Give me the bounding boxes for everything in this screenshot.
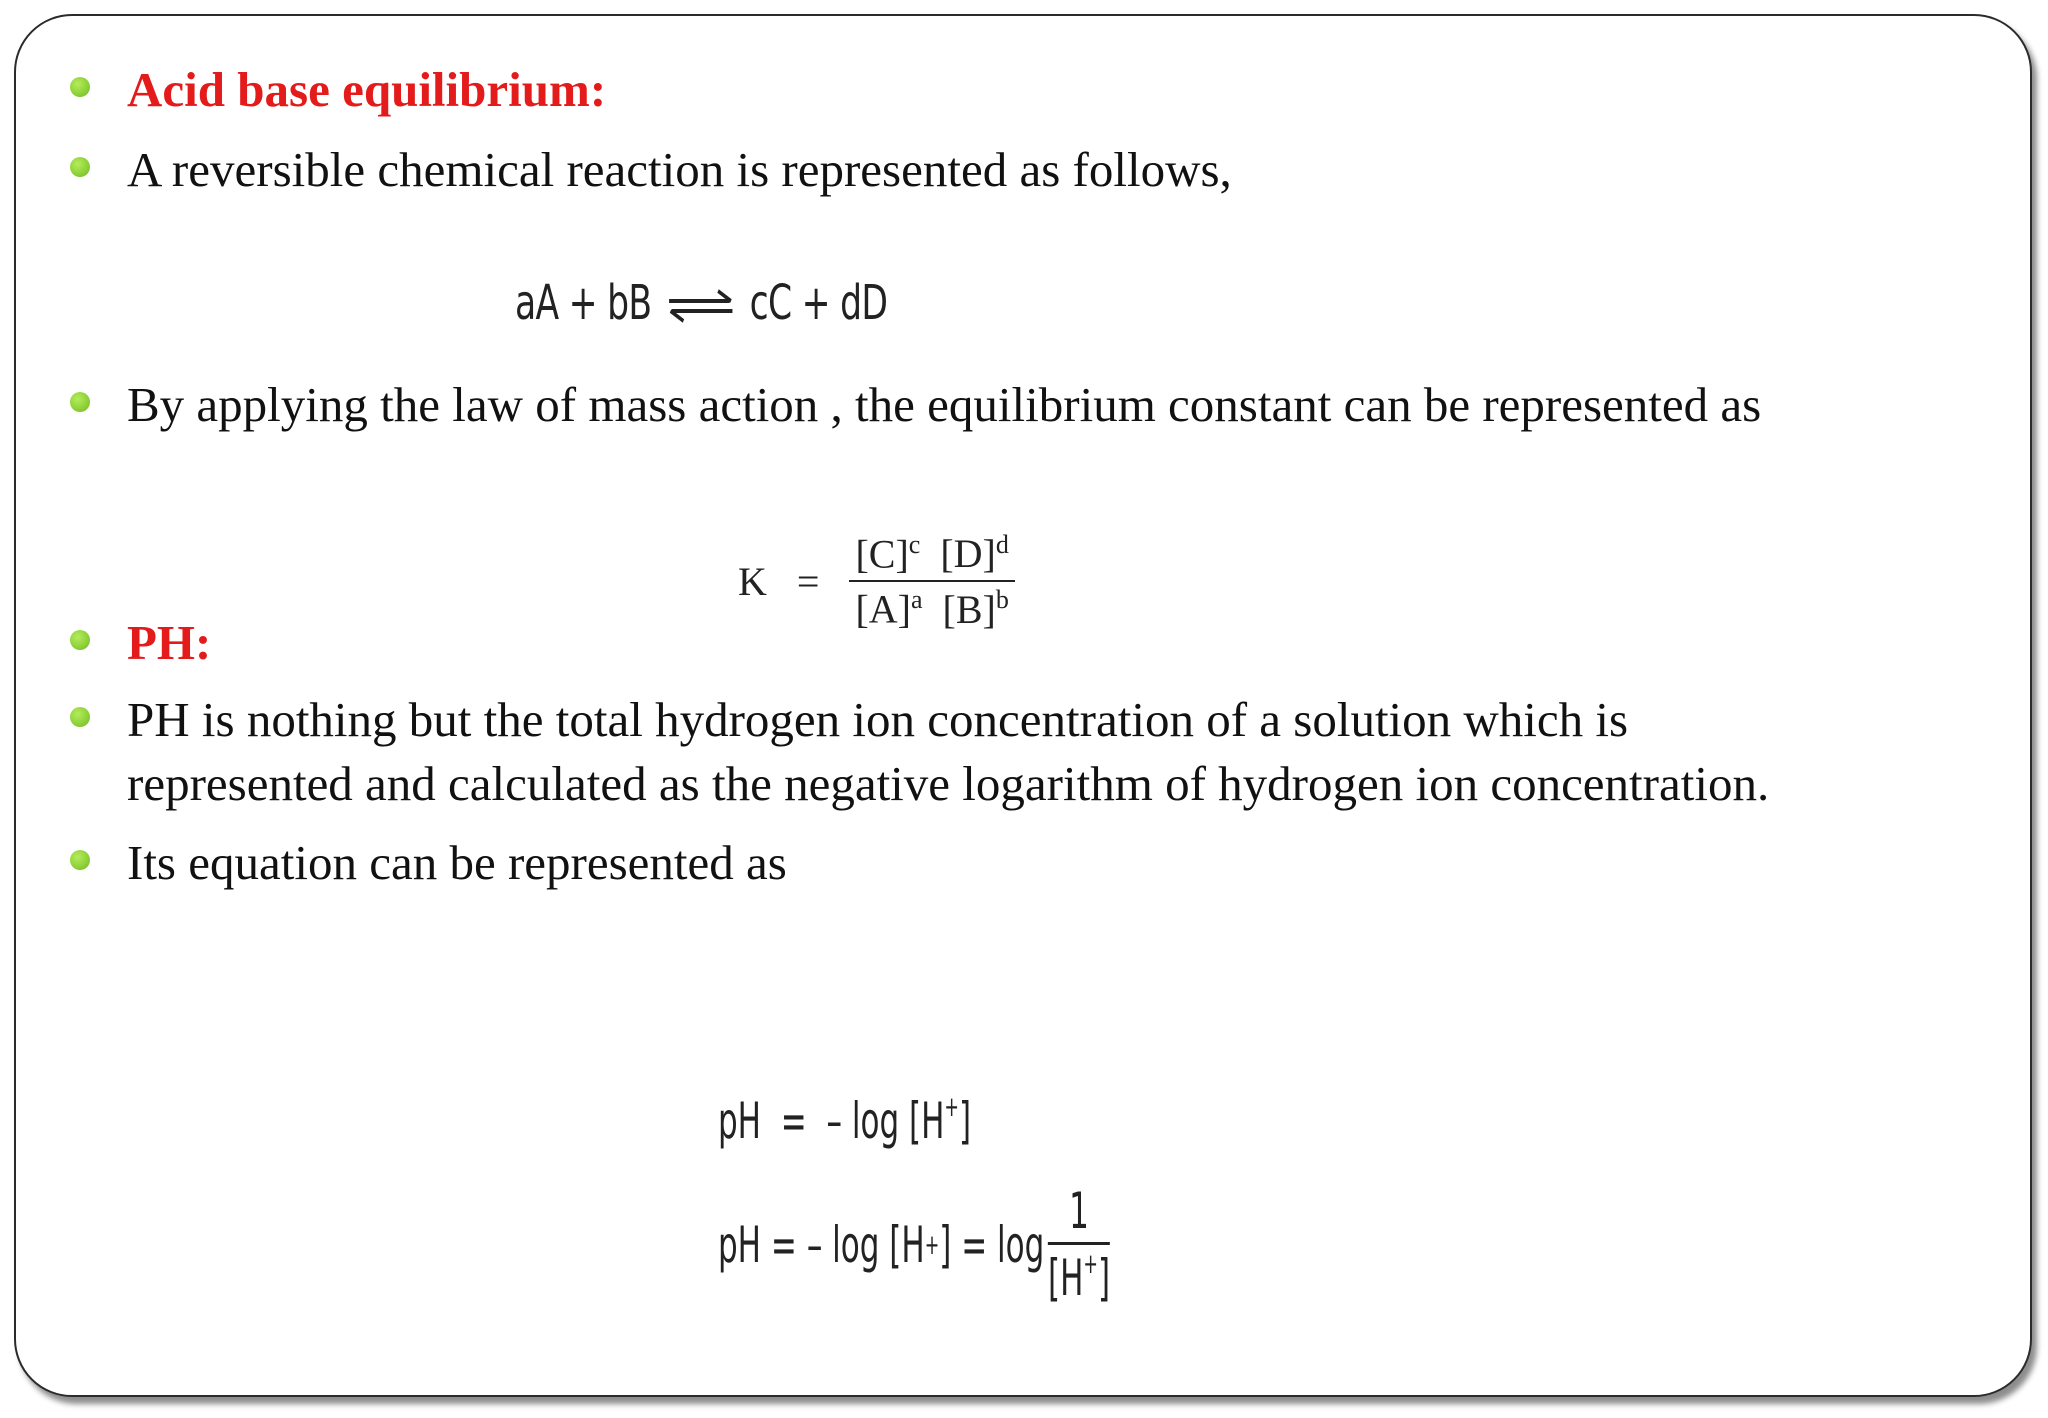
heading-ph: PH: <box>127 615 212 670</box>
bullet-dot <box>70 157 90 177</box>
reaction-left: aA + bB <box>515 275 652 331</box>
bullet-dot <box>70 850 90 870</box>
heading-acid-base: Acid base equilibrium: <box>127 62 607 117</box>
reaction-intro-text: A reversible chemical reaction is represented as follows, <box>127 142 1232 197</box>
ph-rhs: – log [H <box>826 1092 945 1150</box>
fraction-bar <box>1048 1242 1110 1245</box>
ph-fraction-denominator <box>1048 1247 1110 1307</box>
conc-d: [D] <box>940 531 996 577</box>
bracket-close: ] <box>958 1092 972 1150</box>
h-plus: + <box>944 1090 959 1123</box>
bullet-dot <box>70 630 90 650</box>
ph-fraction <box>1048 1182 1110 1307</box>
ph-equation-intro: Its equation can be represented as <box>127 835 787 890</box>
k-numerator <box>849 530 1014 577</box>
den-h: [H <box>1048 1249 1084 1307</box>
conc-a: [A] <box>855 586 911 632</box>
ph-symbol: pH <box>718 1092 761 1150</box>
conc-b: [B] <box>942 586 996 632</box>
equilibrium-constant-formula <box>738 530 1015 633</box>
ph-symbol: pH <box>718 1215 761 1274</box>
reaction-equation <box>515 275 887 331</box>
exp-b: b <box>995 585 1009 615</box>
exp-c: c <box>908 530 921 559</box>
equilibrium-arrows-icon <box>666 286 735 326</box>
ph-definition-line-1: PH is nothing but the total hydrogen ion concentration of a solution which is <box>127 692 1629 747</box>
k-equals: = <box>796 558 820 604</box>
bullet-dot <box>70 707 90 727</box>
mass-action-text: By applying the law of mass action , the equilibrium constant can be represented as <box>127 377 1762 432</box>
exp-d: d <box>995 530 1009 559</box>
den-bracket-close: ] <box>1097 1249 1111 1307</box>
h-plus: + <box>924 1228 940 1261</box>
k-fraction <box>849 530 1014 633</box>
ph-equals: = <box>780 1092 807 1150</box>
k-symbol: K <box>738 558 767 604</box>
k-denominator <box>849 585 1014 632</box>
fraction-bar <box>849 580 1014 582</box>
ph-formula-2 <box>718 1182 1110 1307</box>
ph-definition-line-2: represented and calculated as the negative logarithm of hydrogen ion concentration. <box>127 756 1770 811</box>
reaction-right: cC + dD <box>749 275 888 331</box>
ph-log-mid: ] = log <box>939 1215 1045 1274</box>
den-h-plus: + <box>1083 1247 1098 1280</box>
ph-formula-1 <box>718 1090 971 1150</box>
ph-rhs: – log [H <box>806 1215 925 1274</box>
exp-a: a <box>910 585 923 615</box>
ph-equals: = <box>770 1215 797 1274</box>
bullet-dot <box>70 77 90 97</box>
ph-fraction-numerator: 1 <box>1069 1182 1089 1240</box>
bullet-dot <box>70 392 90 412</box>
conc-c: [C] <box>855 531 909 577</box>
